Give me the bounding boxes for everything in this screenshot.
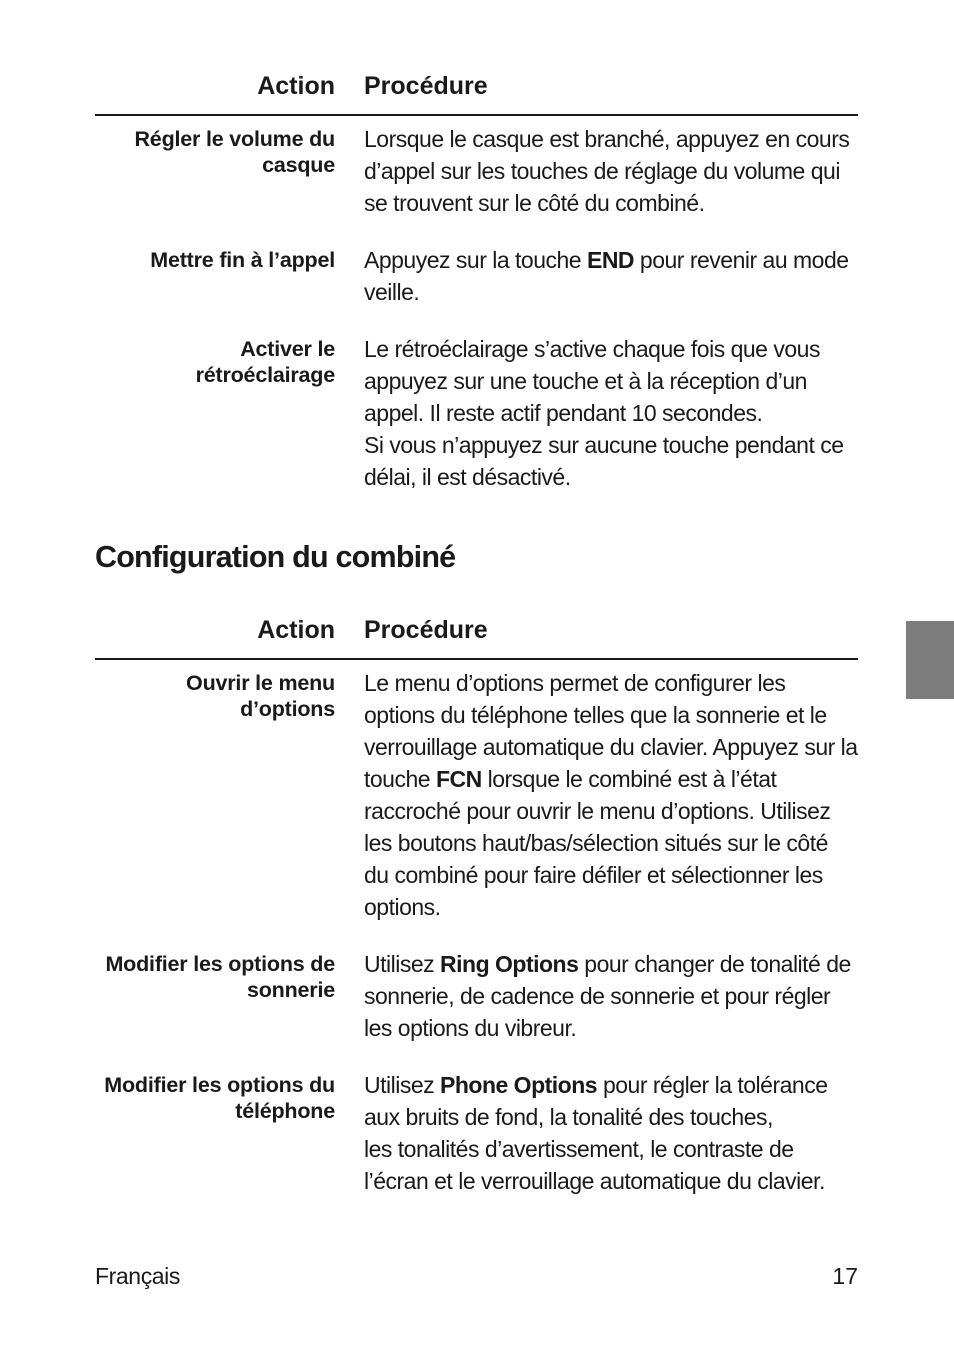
row-action: Mettre fin à l’appel [150, 248, 335, 272]
row-procedure: Appuyez sur la touche END pour revenir au mode veille. [364, 247, 849, 305]
table-row [95, 333, 858, 493]
table-row [95, 123, 858, 219]
header-procedure: Procédure [364, 72, 488, 100]
row-procedure: Utilisez Ring Options pour changer de tonalité de sonnerie, de cadence de sonnerie et pour régler les options du vibreur. [364, 951, 851, 1041]
row-procedure: Le rétroéclairage s’active chaque fois que vous appuyez sur une touche et à la réception d’un appel. Il reste actif pendant 10 secondes. Si vous n’appuyez sur aucune touche pendant ce délai, il est désactivé. [364, 336, 844, 490]
row-procedure: Lorsque le casque est branché, appuyez en cours d’appel sur les touches de réglage du volume qui se trouvent sur le côté du combiné. [364, 126, 850, 216]
table-row [95, 948, 858, 1044]
key-label: END [586, 247, 635, 273]
page-number: 17 [832, 1263, 858, 1289]
table-header [95, 610, 858, 660]
row-action: Activer le rétroéclairage [195, 337, 335, 387]
row-action: Régler le volume du casque [134, 127, 335, 177]
header-procedure: Procédure [364, 616, 488, 644]
key-label: FCN [435, 766, 482, 792]
header-action: Action [257, 616, 335, 644]
row-procedure: Le menu d’options permet de configurer les options du téléphone telles que la sonnerie et le verrouillage automatique du clavier. Appuyez sur la touche FCN lorsque le combiné est à l’état raccroché pour ouvrir le menu d’options. Utilisez les boutons haut/bas/sélection situés sur le côté du combiné pour faire défiler et sélectionner les options. [364, 670, 858, 920]
table-actions-1 [95, 66, 858, 493]
key-label: Phone Options [440, 1072, 598, 1098]
row-action: Ouvrir le menu d’options [186, 671, 335, 721]
table-header [95, 66, 858, 116]
table-row [95, 1069, 858, 1197]
table-actions-2 [95, 610, 858, 1197]
footer-language: Français [95, 1263, 180, 1289]
section-title: Configuration du combiné [95, 540, 456, 574]
table-row [95, 244, 858, 308]
header-action: Action [257, 72, 335, 100]
row-action: Modifier les options de sonnerie [105, 952, 335, 1002]
chapter-tab-marker [906, 621, 954, 699]
row-action: Modifier les options du téléphone [104, 1073, 335, 1123]
row-procedure: Utilisez Phone Options pour régler la tolérance aux bruits de fond, la tonalité des touches, les tonalités d’avertissement, le contraste de l’écran et le verrouillage automatique du clavier. [364, 1072, 828, 1194]
key-label: Ring Options [440, 951, 579, 977]
table-row [95, 667, 858, 923]
